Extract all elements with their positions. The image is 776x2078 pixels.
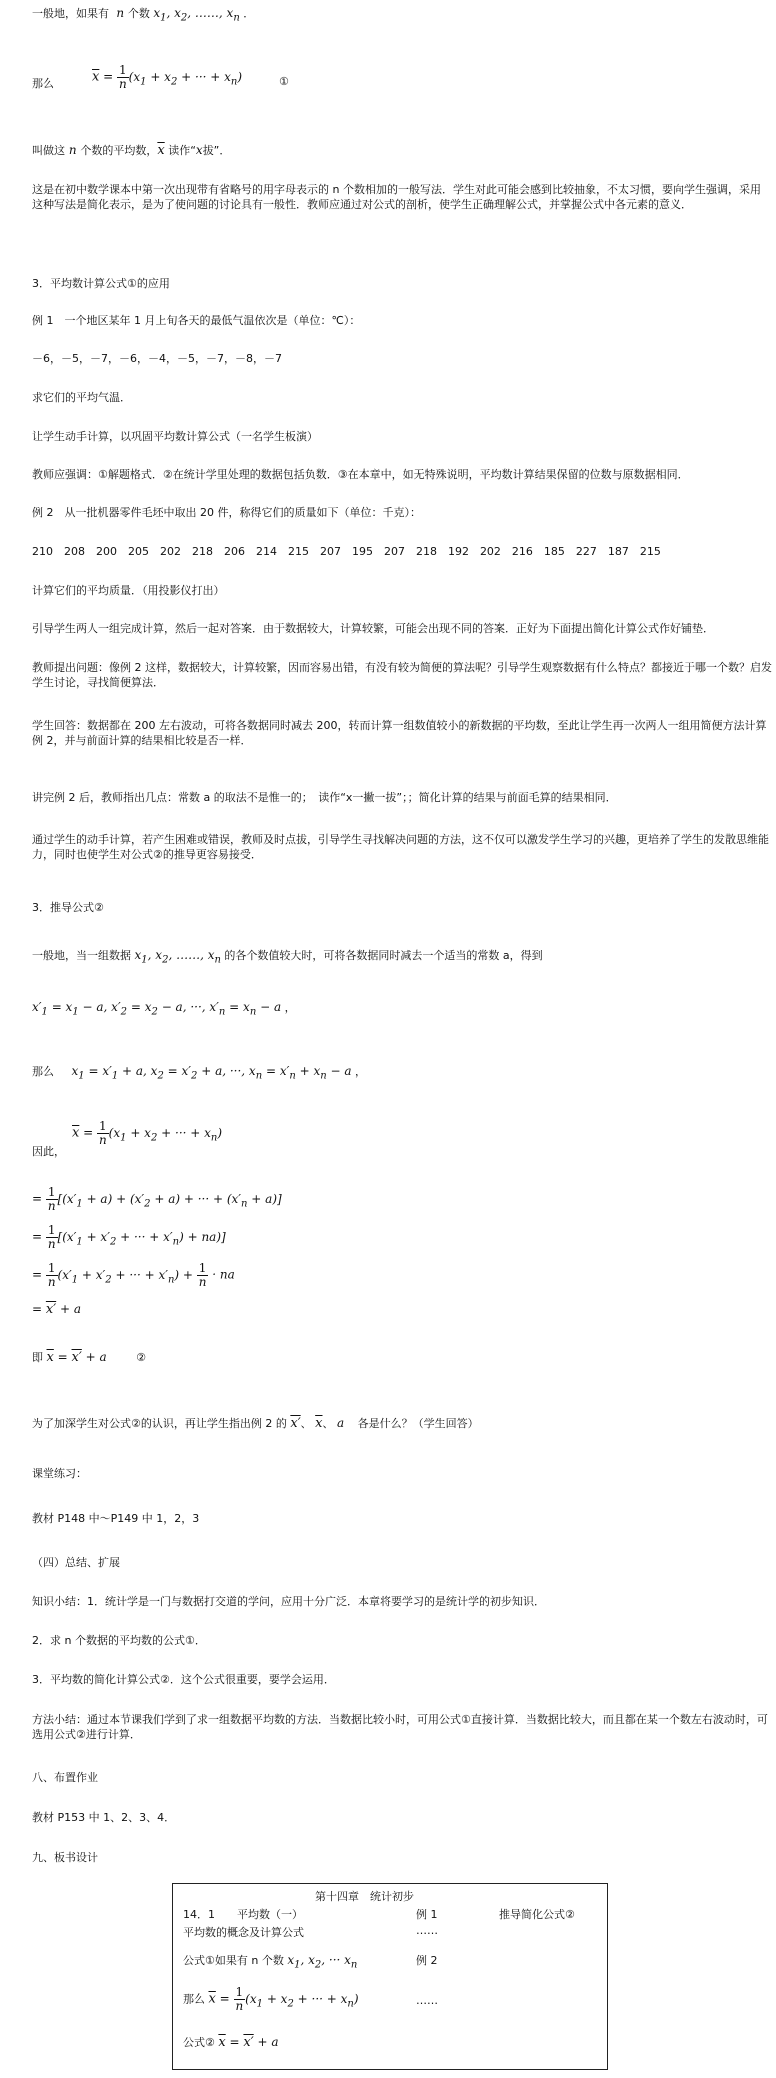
example-1-question: 求它们的平均气温． bbox=[32, 391, 131, 404]
teacher-question: 教师提出问题：像例 2 这样，数据较大，计算较繁，因而容易出错，有没有较为简便的算法呢？引导学生观察数据有什么特点？都接近于哪一个数？启发学生讨论，寻找简便算法． bbox=[32, 661, 772, 689]
then-label: 那么 bbox=[32, 77, 54, 90]
paragraph-explanation: 这是在初中数学课本中第一次出现带有省略号的用字母表示的 n 个数相加的一般写法．学生对此可能会感到比较抽象，不太习惯，要向学生强调，采用这种写法是简化表示，是为了使问题的讨论具有一般性．教师应通过对公式的剖析，使学生正确理解公式，并掌握公式中各元素的意义． bbox=[32, 183, 761, 211]
board-formula-2: 公式② $\overline{x} = x' + a$ bbox=[183, 2035, 279, 2050]
example-1-instruction: 让学生动手计算，以巩固平均数计算公式（一名学生板演） bbox=[32, 430, 318, 443]
teacher-emphasis: 教师应强调：①解题格式．②在统计学里处理的数据包括负数．③在本章中，如无特殊说明，平均数计算结果保留的位数与原数据相同． bbox=[32, 468, 689, 481]
text: 那么 bbox=[183, 1992, 205, 2006]
board-formula-1: 那么 $\overline{x}$ = $\frac{1}{n}$ ($x_1 + x_2$ + ··· + $x_n$) bbox=[183, 1985, 359, 2013]
summary-3: 3．平均数的简化计算公式②．这个公式很重要，要学会运用． bbox=[32, 1673, 335, 1686]
deepen-question: 为了加深学生对公式②的认识，再让学生指出例 2 的 x′、 $\overline{x}$、 a 各是什么？（学生回答） bbox=[32, 1416, 479, 1431]
board-example-1: 例 1 bbox=[416, 1908, 438, 1921]
example-1: 例 1 一个地区某年 1 月上旬各天的最低气温依次是（单位：℃）： bbox=[32, 314, 361, 327]
board-ellipsis-1: …… bbox=[416, 1924, 438, 1937]
text: 读作“ bbox=[168, 144, 196, 157]
equation-tag: ① bbox=[279, 75, 289, 88]
guide-paragraph: 引导学生两人一组完成计算，然后一起对答案．由于数据较大，计算较繁，可能会出现不同的答案．正好为下面提出简化计算公式作好铺垫． bbox=[32, 622, 714, 635]
formula-2: 即 $\overline{x} = x' + a$ ② bbox=[32, 1350, 147, 1365]
practice-content: 教材 P148 中～P149 中 1，2，3 bbox=[32, 1512, 200, 1525]
method-summary: 方法小结：通过本节课我们学到了求一组数据平均数的方法．当数据比较小时，可用公式①直接计算．当数据比较大，而且都在某一个数左右波动时，可选用公式②进行计算． bbox=[32, 1713, 768, 1741]
mean-definition: 叫做这 n 个数的平均数，$\overline{x}$ 读作“x拔”． bbox=[32, 143, 231, 158]
text: 各是什么？（学生回答） bbox=[357, 1417, 479, 1430]
board-formula-1-label: 公式①如果有 n 个数 $x_1$, $x_2$, ··· $x_n$ bbox=[183, 1953, 358, 1971]
therefore-label: 因此， bbox=[32, 1145, 65, 1158]
summary-2: 2．求 n 个数据的平均数的公式①． bbox=[32, 1634, 206, 1647]
section-homework: 八、布置作业 bbox=[32, 1771, 98, 1784]
formula-shift: $x'_1 = x_1 - a$, $x'_2 = x_2 - a$, ···, $x'_n = x_n - a$ ， bbox=[32, 1000, 296, 1018]
after-example-2: 讲完例 2 后，教师指出几点：常数 a 的取法不是惟一的； 读作“x一撇一拔”；；简化计算的结果与前面毛算的结果相同． bbox=[32, 791, 617, 804]
intro-line: 一般地，如果有 n 个数 $x_1$, $x_2$, ……, $x_n$ ． bbox=[32, 6, 255, 24]
section-summary: （四）总结、扩展 bbox=[32, 1556, 120, 1569]
example-1-data: －6，－5，－7，－6，－4，－5，－7，－8，－7 bbox=[32, 352, 282, 365]
text: 个数的平均数， bbox=[80, 144, 158, 157]
heading-derive: 3．推导公式② bbox=[32, 901, 104, 914]
board-ellipsis-2: …… bbox=[416, 1994, 438, 2007]
board-example-2: 例 2 bbox=[416, 1954, 438, 1967]
practice-heading: 课堂练习： bbox=[32, 1467, 87, 1480]
then-label: 那么 bbox=[32, 1065, 54, 1078]
derive-intro: 一般地，当一组数据 $x_1$, $x_2$, ……, $x_n$ 的各个数值较大时，可将各数据同时减去一个适当的常数 a，得到 bbox=[32, 948, 543, 966]
formula-restore: 那么 $x_1 = x'_1 + a$, $x_2 = x'_2 + a$, ···, $x_n = x'_n + x_n - a$ ， bbox=[32, 1064, 367, 1082]
section-board: 九、板书设计 bbox=[32, 1851, 98, 1864]
text: 拔”． bbox=[202, 144, 231, 157]
text: 公式② bbox=[183, 2036, 215, 2049]
ji-label: 即 bbox=[32, 1351, 43, 1364]
board-concept: 平均数的概念及计算公式 bbox=[183, 1926, 304, 1939]
text: 一般地，当一组数据 bbox=[32, 949, 131, 962]
text: 公式①如果有 n 个数 bbox=[183, 1954, 284, 1967]
knowledge-summary: 知识小结：1．统计学是一门与数据打交道的学问，应用十分广泛．本章将要学习的是统计学的初步知识． bbox=[32, 1595, 545, 1608]
board-design-box bbox=[172, 1883, 608, 2070]
heading-apply: 3．平均数计算公式①的应用 bbox=[32, 277, 170, 290]
text: 的各个数值较大时，可将各数据同时减去一个适当的常数 a，得到 bbox=[224, 949, 543, 962]
text: 为了加深学生对公式②的认识，再让学生指出例 2 的 bbox=[32, 1417, 287, 1430]
student-answer: 学生回答：数据都在 200 左右波动，可将各数据同时减去 200，转而计算一组数值较小的新数据的平均数，至此让学生再一次两人一组用简便方法计算例 2，并与前面计算的结果相比较是否一样． bbox=[32, 719, 767, 747]
formula-therefore: 因此， $\overline{x}$ = $\frac{1}{n}$ ($x_1 + x_2$ + ··· + $x_n$) bbox=[32, 1119, 223, 1158]
equation-tag: ② bbox=[136, 1351, 147, 1364]
board-section: 14．1 平均数（一） bbox=[183, 1908, 303, 1921]
text: 个数 bbox=[127, 7, 150, 20]
through-paragraph: 通过学生的动手计算，若产生困难或错误，教师及时点拔，引导学生寻找解决问题的方法，这不仅可以激发学生学习的兴趣，更培养了学生的发散思维能力，同时也使学生对公式②的推导更容易接受． bbox=[32, 833, 769, 861]
board-title: 第十四章 统计初步 bbox=[315, 1890, 414, 1903]
homework-content: 教材 P153 中 1、2、3、4． bbox=[32, 1811, 176, 1824]
example-2-data: 210 208 200 205 202 218 206 214 215 207 195 207 218 192 202 216 185 227 187 215 bbox=[32, 545, 661, 558]
text: 一般地，如果有 bbox=[32, 7, 109, 20]
example-2: 例 2 从一批机器零件毛坯中取出 20 件，称得它们的质量如下（单位：千克）： bbox=[32, 506, 421, 519]
text: 叫做这 bbox=[32, 144, 65, 157]
derivation-steps: = $\frac{1}{n}$ [$(x'_1 + a) + (x'_2 + a)$ + ··· + $(x'_n + a)$] = $\frac{1}{n}$ [($x'_1 + x'_2$ + ··· + $x'_n) + na$)] = $\frac{1}{n}$ ($x'_1 + x'_2$ + ··· + $x'_n$) + $\frac{1}{n}$ · na = x′ + a bbox=[32, 1185, 282, 1317]
board-derive: 推导简化公式② bbox=[499, 1908, 575, 1921]
example-2-question: 计算它们的平均质量．（用投影仪打出） bbox=[32, 584, 225, 597]
